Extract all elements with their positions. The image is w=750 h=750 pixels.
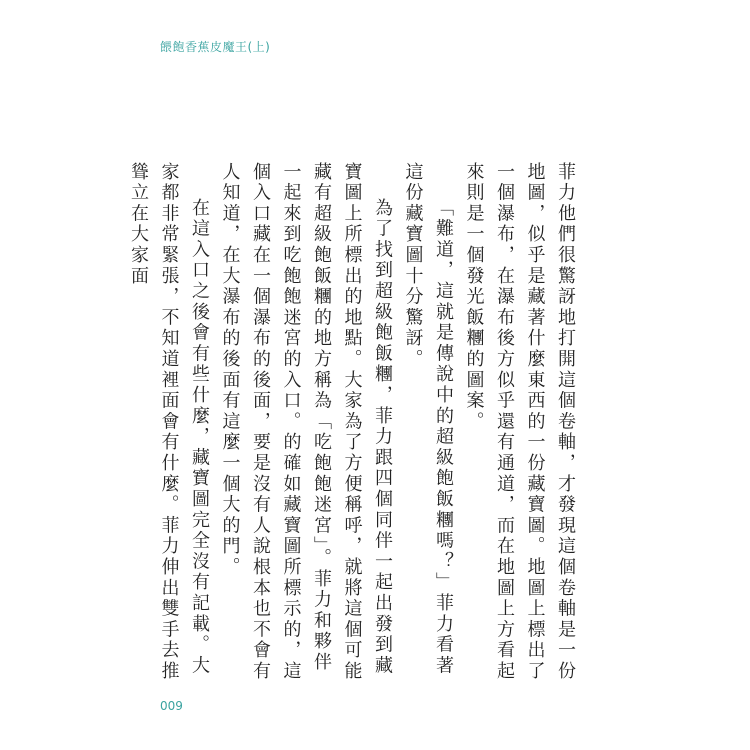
paragraph-3: 為了找到超級飽飯糰，菲力跟四個同伴一起出發到藏寶圖上所標出的地點。大家為了方便稱呼，就將這個可能藏有超級飽飯糰的地方稱為「吃飽飽迷宮」。菲力和夥伴一起來到吃飽飽迷宮的入口。的確如藏寶圖所標示的，這個入口藏在一個瀑布的後面，要是沒有人說根本也不會有人知道，在大瀑布的後面有這麼一個大的門。 <box>219 162 393 682</box>
running-header-title: 餵飽香蕉皮魔王(上) <box>160 40 271 54</box>
page-number: 009 <box>160 699 183 713</box>
paragraph-4: 在這入口之後會有些什麼，藏寶圖完全沒有記載。大家都非常緊張，不知道裡面會有什麼。菲力伸出雙手去推聳立在大家面 <box>128 162 210 682</box>
vertical-text-body <box>128 162 580 682</box>
paragraph-2: 「難道，這就是傳說中的超級飽飯糰嗎？」菲力看著這份藏寶圖十分驚訝。 <box>402 162 454 677</box>
paragraph-1: 菲力他們很驚訝地打開這個卷軸，才發現這個卷軸是一份地圖，似乎是藏著什麼東西的一份藏寶圖。地圖上標出了一個瀑布，在瀑布後方似乎還有通道，而在地圖上方看起來則是一個發光飯糰的圖案。 <box>463 162 576 682</box>
